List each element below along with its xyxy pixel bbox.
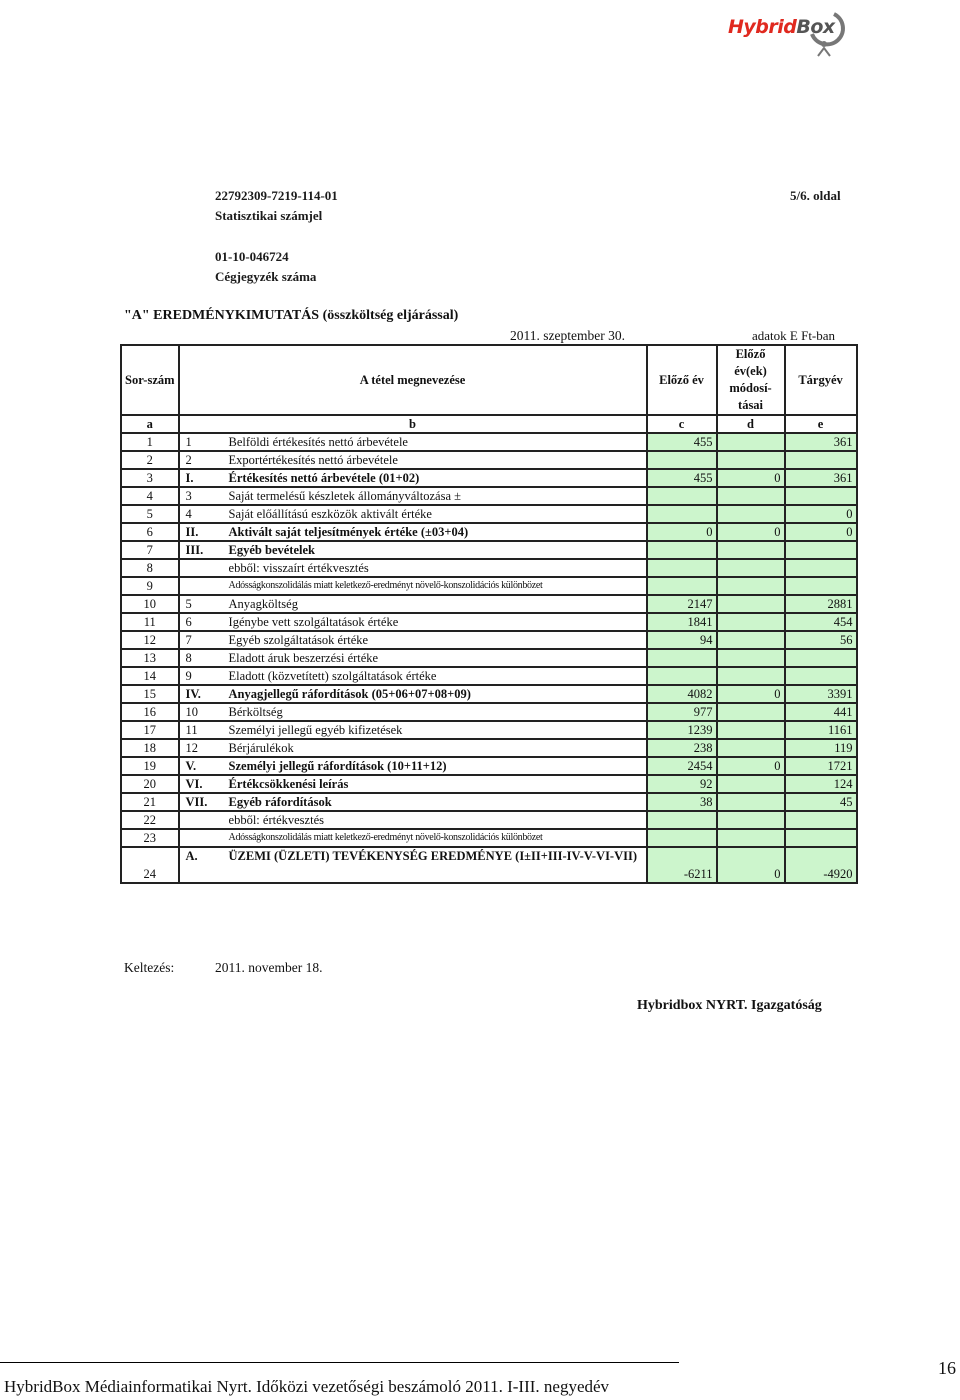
- value-modifications: [717, 487, 785, 505]
- table-row: [121, 523, 857, 541]
- row-code: 2: [179, 451, 226, 469]
- value-modifications: [717, 433, 785, 451]
- row-code: 7: [179, 631, 226, 649]
- value-prev-year: 1239: [647, 721, 717, 739]
- row-number: 21: [121, 793, 179, 811]
- letter-c: c: [647, 415, 717, 433]
- value-current-year: 124: [785, 775, 857, 793]
- statement-date: 2011. szeptember 30.: [510, 328, 625, 343]
- statement-unit: adatok E Ft-ban: [752, 328, 836, 343]
- value-current-year: [785, 649, 857, 667]
- value-prev-year: -6211: [647, 847, 717, 883]
- table-row: [121, 451, 857, 469]
- table-row: [121, 847, 857, 883]
- value-modifications: 0: [717, 523, 785, 541]
- value-prev-year: 455: [647, 433, 717, 451]
- value-prev-year: [647, 505, 717, 523]
- statement-title: "A" EREDMÉNYKIMUTATÁS (összköltség eljárással): [124, 308, 459, 323]
- row-label: Egyéb bevételek: [226, 541, 647, 559]
- date-label: Keltezés:: [124, 960, 175, 975]
- value-modifications: [717, 451, 785, 469]
- footer-text: HybridBox Médiainformatikai Nyrt. Időközi vezetőségi beszámoló 2011. I-III. negyedév: [4, 1377, 610, 1396]
- table-row: [121, 541, 857, 559]
- letter-b: b: [179, 415, 647, 433]
- value-modifications: [717, 703, 785, 721]
- row-code: VI.: [179, 775, 226, 793]
- row-label: Exportértékesítés nettó árbevétele: [226, 451, 647, 469]
- value-current-year: [785, 559, 857, 577]
- row-label: Személyi jellegű egyéb kifizetések: [226, 721, 647, 739]
- value-modifications: [717, 793, 785, 811]
- value-prev-year: [647, 811, 717, 829]
- value-prev-year: [647, 829, 717, 847]
- table-row: [121, 793, 857, 811]
- row-label: Eladott (közvetített) szolgáltatások értéke: [226, 667, 647, 685]
- value-prev-year: 2454: [647, 757, 717, 775]
- page-number: 16: [938, 1358, 956, 1378]
- row-label: Anyagköltség: [226, 595, 647, 613]
- hybridbox-logo: [724, 4, 848, 60]
- table-row: [121, 487, 857, 505]
- row-number: 2: [121, 451, 179, 469]
- logo-text-hybrid: Hybrid: [728, 16, 797, 38]
- row-code: 12: [179, 739, 226, 757]
- table-row: [121, 631, 857, 649]
- table-row: [121, 721, 857, 739]
- row-code: IV.: [179, 685, 226, 703]
- row-number: 24: [121, 847, 179, 883]
- row-number: 13: [121, 649, 179, 667]
- value-modifications: [717, 775, 785, 793]
- value-current-year: 45: [785, 793, 857, 811]
- value-current-year: 441: [785, 703, 857, 721]
- row-code: 8: [179, 649, 226, 667]
- value-modifications: 0: [717, 847, 785, 883]
- table-row: [121, 469, 857, 487]
- row-label: Aktivált saját teljesítmények értéke (±03+04): [226, 523, 647, 541]
- table-row: [121, 559, 857, 577]
- row-number: 12: [121, 631, 179, 649]
- row-label: Adósságkonszolidálás miatt keletkező-eredményt növelő-konszolidációs különbözet: [226, 829, 647, 847]
- row-number: 19: [121, 757, 179, 775]
- table-row: [121, 649, 857, 667]
- row-code: [179, 577, 226, 595]
- table-row: [121, 703, 857, 721]
- row-number: 7: [121, 541, 179, 559]
- value-modifications: [717, 811, 785, 829]
- value-prev-year: [647, 667, 717, 685]
- value-current-year: 2881: [785, 595, 857, 613]
- table-row: [121, 613, 857, 631]
- row-code: II.: [179, 523, 226, 541]
- page-reference: 5/6. oldal: [790, 188, 841, 203]
- value-current-year: [785, 811, 857, 829]
- table-row: [121, 505, 857, 523]
- value-prev-year: [647, 559, 717, 577]
- value-modifications: [717, 649, 785, 667]
- letter-d: d: [717, 415, 785, 433]
- row-label: ebből: értékvesztés: [226, 811, 647, 829]
- value-prev-year: [647, 451, 717, 469]
- row-number: 15: [121, 685, 179, 703]
- value-current-year: 0: [785, 523, 857, 541]
- table-row: [121, 577, 857, 595]
- row-code: 4: [179, 505, 226, 523]
- row-label: Bérjárulékok: [226, 739, 647, 757]
- row-number: 11: [121, 613, 179, 631]
- row-code: V.: [179, 757, 226, 775]
- logo-text-box: Box: [796, 16, 835, 38]
- value-modifications: [717, 739, 785, 757]
- value-modifications: 0: [717, 469, 785, 487]
- value-current-year: [785, 487, 857, 505]
- row-code: VII.: [179, 793, 226, 811]
- row-code: I.: [179, 469, 226, 487]
- row-number: 5: [121, 505, 179, 523]
- table-row: [121, 595, 857, 613]
- table-row: [121, 775, 857, 793]
- row-label: Eladott áruk beszerzési értéke: [226, 649, 647, 667]
- row-number: 8: [121, 559, 179, 577]
- value-prev-year: [647, 541, 717, 559]
- value-current-year: 454: [785, 613, 857, 631]
- value-modifications: [717, 631, 785, 649]
- value-current-year: 1161: [785, 721, 857, 739]
- row-label: Adósságkonszolidálás miatt keletkező-eredményt növelő-konszolidációs különbözet: [226, 577, 647, 595]
- value-current-year: 3391: [785, 685, 857, 703]
- value-current-year: [785, 541, 857, 559]
- value-modifications: [717, 721, 785, 739]
- value-current-year: [785, 667, 857, 685]
- row-code: III.: [179, 541, 226, 559]
- income-statement-table: [120, 344, 858, 884]
- row-number: 22: [121, 811, 179, 829]
- registration-number: 01-10-046724: [215, 249, 289, 264]
- value-modifications: 0: [717, 757, 785, 775]
- row-code: 9: [179, 667, 226, 685]
- value-current-year: [785, 451, 857, 469]
- row-number: 4: [121, 487, 179, 505]
- value-modifications: [717, 613, 785, 631]
- row-label: Egyéb ráfordítások: [226, 793, 647, 811]
- row-label: ÜZEMI (ÜZLETI) TEVÉKENYSÉG EREDMÉNYE (I±II+III-IV-V-VI-VII): [226, 847, 647, 883]
- signature: Hybridbox NYRT. Igazgatóság: [637, 998, 822, 1013]
- value-prev-year: 38: [647, 793, 717, 811]
- value-current-year: 119: [785, 739, 857, 757]
- row-code: 11: [179, 721, 226, 739]
- value-current-year: [785, 577, 857, 595]
- value-modifications: [717, 595, 785, 613]
- row-label: Bérköltség: [226, 703, 647, 721]
- value-prev-year: 455: [647, 469, 717, 487]
- stat-number: 22792309-7219-114-01: [215, 188, 338, 203]
- value-prev-year: 2147: [647, 595, 717, 613]
- value-modifications: [717, 559, 785, 577]
- header-modifications: Előző év(ek) módosí-tásai: [717, 345, 785, 415]
- row-label: Belföldi értékesítés nettó árbevétele: [226, 433, 647, 451]
- row-code: [179, 811, 226, 829]
- value-current-year: [785, 829, 857, 847]
- value-current-year: 361: [785, 469, 857, 487]
- row-label: Értékcsökkenési leírás: [226, 775, 647, 793]
- value-prev-year: 977: [647, 703, 717, 721]
- row-number: 3: [121, 469, 179, 487]
- date-value: 2011. november 18.: [215, 960, 323, 975]
- row-number: 14: [121, 667, 179, 685]
- value-prev-year: [647, 577, 717, 595]
- value-current-year: 1721: [785, 757, 857, 775]
- value-prev-year: 92: [647, 775, 717, 793]
- footer-divider: [0, 1362, 679, 1363]
- table-row: [121, 433, 857, 451]
- row-label: Értékesítés nettó árbevétele (01+02): [226, 469, 647, 487]
- value-prev-year: [647, 487, 717, 505]
- table-row: [121, 667, 857, 685]
- stat-label: Statisztikai számjel: [215, 208, 323, 223]
- table-row: [121, 685, 857, 703]
- letter-e: e: [785, 415, 857, 433]
- row-number: 20: [121, 775, 179, 793]
- row-number: 10: [121, 595, 179, 613]
- row-number: 16: [121, 703, 179, 721]
- row-code: 6: [179, 613, 226, 631]
- row-label: Saját előállítású eszközök aktivált értéke: [226, 505, 647, 523]
- row-label: Egyéb szolgáltatások értéke: [226, 631, 647, 649]
- row-label: Igénybe vett szolgáltatások értéke: [226, 613, 647, 631]
- row-number: 9: [121, 577, 179, 595]
- row-code: 3: [179, 487, 226, 505]
- table-row: [121, 757, 857, 775]
- header-current-year: Tárgyév: [785, 345, 857, 415]
- value-modifications: [717, 829, 785, 847]
- header-sorszam: Sor-szám: [121, 345, 179, 415]
- row-code: 1: [179, 433, 226, 451]
- table-row: [121, 829, 857, 847]
- row-code: 5: [179, 595, 226, 613]
- value-current-year: 361: [785, 433, 857, 451]
- value-prev-year: 94: [647, 631, 717, 649]
- value-modifications: [717, 667, 785, 685]
- value-prev-year: 4082: [647, 685, 717, 703]
- row-number: 17: [121, 721, 179, 739]
- row-label: ebből: visszaírt értékvesztés: [226, 559, 647, 577]
- value-prev-year: [647, 649, 717, 667]
- row-number: 23: [121, 829, 179, 847]
- header-name: A tétel megnevezése: [179, 345, 647, 415]
- value-current-year: 0: [785, 505, 857, 523]
- table-row: [121, 811, 857, 829]
- header-prev-year: Előző év: [647, 345, 717, 415]
- value-prev-year: 0: [647, 523, 717, 541]
- value-prev-year: 238: [647, 739, 717, 757]
- value-current-year: -4920: [785, 847, 857, 883]
- row-code: A.: [179, 847, 226, 883]
- row-number: 18: [121, 739, 179, 757]
- row-number: 1: [121, 433, 179, 451]
- row-code: [179, 829, 226, 847]
- value-prev-year: 1841: [647, 613, 717, 631]
- row-code: [179, 559, 226, 577]
- registration-label: Cégjegyzék száma: [215, 269, 317, 284]
- table-header-row: [121, 345, 857, 415]
- row-label: Anyagjellegű ráfordítások (05+06+07+08+09): [226, 685, 647, 703]
- table-row: [121, 739, 857, 757]
- row-label: Személyi jellegű ráfordítások (10+11+12): [226, 757, 647, 775]
- table-letter-row: [121, 415, 857, 433]
- value-modifications: [717, 505, 785, 523]
- value-modifications: 0: [717, 685, 785, 703]
- row-number: 6: [121, 523, 179, 541]
- row-code: 10: [179, 703, 226, 721]
- logo-swoosh-icon: [804, 4, 848, 60]
- value-modifications: [717, 577, 785, 595]
- letter-a: a: [121, 415, 179, 433]
- value-modifications: [717, 541, 785, 559]
- value-current-year: 56: [785, 631, 857, 649]
- row-label: Saját termelésű készletek állományváltozása ±: [226, 487, 647, 505]
